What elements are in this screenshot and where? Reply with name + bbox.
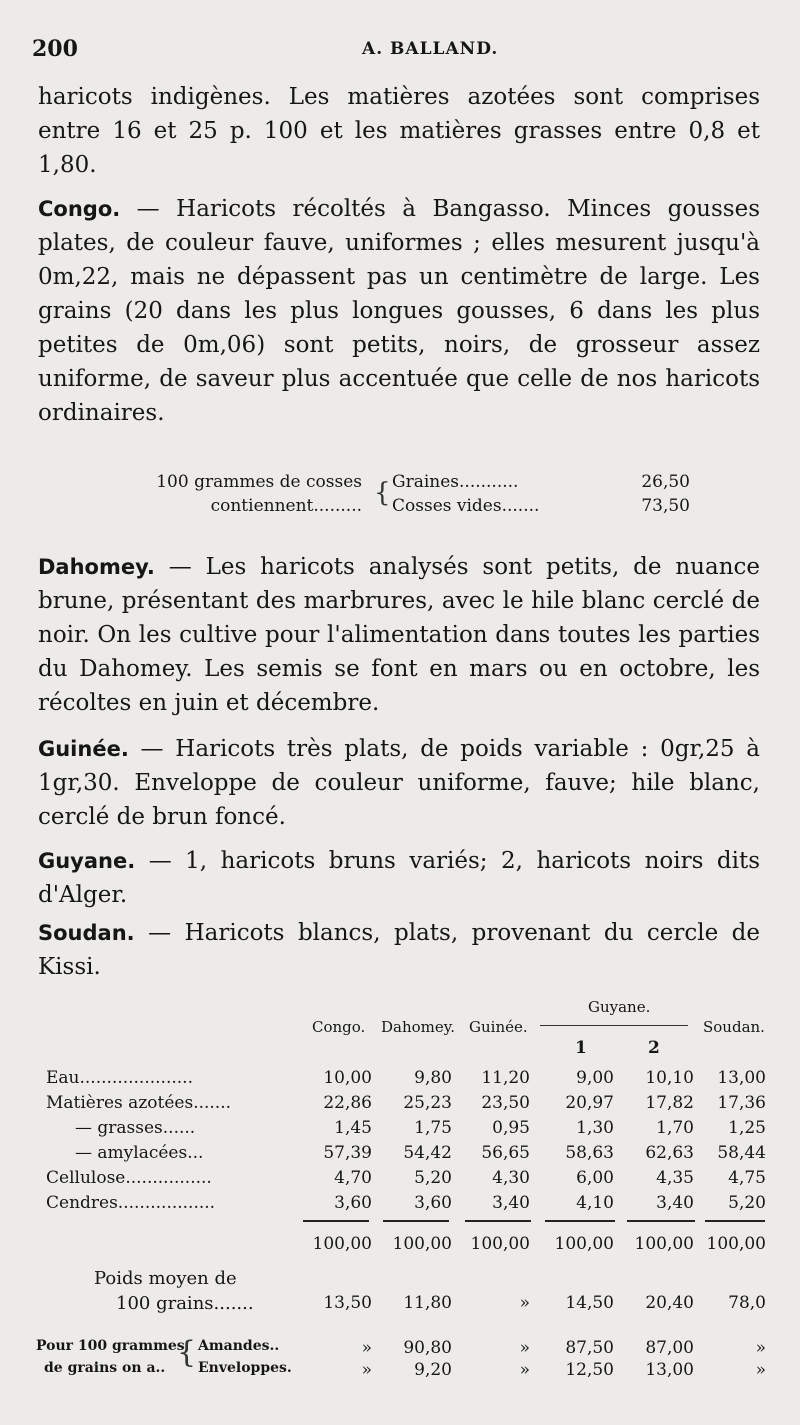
table-cell: 1,45	[334, 1118, 372, 1138]
poids-cell: 14,50	[565, 1293, 614, 1313]
table-cell: 4,10	[576, 1193, 614, 1213]
column-header-soudan: Soudan.	[703, 1018, 765, 1036]
enveloppes-cell: »	[361, 1360, 372, 1380]
total-cell: 100,00	[554, 1234, 614, 1254]
section-heading-congo: Congo.	[38, 197, 121, 221]
cosses-vides-label: Cosses vides.......	[392, 496, 540, 516]
poids-label-line-2: 100 grains.......	[116, 1293, 254, 1314]
table-row-label: Matières azotées.......	[46, 1093, 232, 1113]
poids-label-text: Poids moyen de	[94, 1268, 237, 1289]
table-cell: 23,50	[481, 1093, 530, 1113]
table-cell: 4,75	[728, 1168, 766, 1188]
paragraph-soudan-text: — Haricots blancs, plats, provenant du cercle de Kissi.	[38, 920, 760, 980]
total-rule	[627, 1220, 695, 1222]
amandes-label: Amandes..	[198, 1338, 280, 1354]
total-rule	[545, 1220, 615, 1222]
table-cell: 13,00	[717, 1068, 766, 1088]
paragraph-congo-text: — Haricots récoltés à Bangasso. Minces gousses plates, de couleur fauve, uniformes ; elles mesurent jusqu'à 0m,22, mais ne dépassent pas un centimètre de large. Les grains (20 dans les plus longues gousses, 6 dans les plus petites de 0m,06) sont petits, noirs, de grosseur assez uniforme, de saveur plus accentuée que celle de nos haricots ordinaires.	[38, 196, 760, 426]
table-cell: 20,97	[565, 1093, 614, 1113]
guyane-bracket-line	[540, 1025, 688, 1032]
table-cell: 9,80	[414, 1068, 452, 1088]
column-header-guyane-1: 1	[575, 1038, 587, 1058]
running-author: A. BALLAND.	[362, 39, 499, 59]
amandes-cell: 90,80	[403, 1338, 452, 1358]
amandes-cell: »	[755, 1338, 766, 1358]
paragraph-guyane-text: — 1, haricots bruns variés; 2, haricots noirs dits d'Alger.	[38, 848, 760, 908]
paragraph-intro-text: haricots indigènes. Les matières azotées sont comprises entre 16 et 25 p. 100 et les matières grasses entre 0,8 et 1,80.	[38, 84, 760, 178]
column-header-dahomey: Dahomey.	[381, 1018, 456, 1036]
table-cell: 3,40	[492, 1193, 530, 1213]
table-cell: 57,39	[323, 1143, 372, 1163]
table-cell: 22,86	[323, 1093, 372, 1113]
table-row-label: Eau.....................	[46, 1068, 193, 1088]
cosses-left-line-1: 100 grammes de cosses	[156, 472, 362, 492]
table-cell: 4,30	[492, 1168, 530, 1188]
column-header-guyane: Guyane.	[588, 998, 651, 1016]
pour-label-line-1: Pour 100 grammes	[36, 1338, 185, 1354]
enveloppes-cell: 13,00	[645, 1360, 694, 1380]
cosses-vides-value: 73,50	[641, 496, 690, 516]
cosses-left-line-2: contiennent.........	[210, 496, 362, 516]
total-cell: 100,00	[634, 1234, 694, 1254]
table-cell: 1,30	[576, 1118, 614, 1138]
enveloppes-cell: »	[519, 1360, 530, 1380]
table-cell: 5,20	[728, 1193, 766, 1213]
table-cell: 17,82	[645, 1093, 694, 1113]
table-cell: 62,63	[645, 1143, 694, 1163]
enveloppes-cell: 9,20	[414, 1360, 452, 1380]
section-heading-soudan: Soudan.	[38, 921, 135, 945]
amandes-cell: »	[361, 1338, 372, 1358]
amandes-cell: 87,50	[565, 1338, 614, 1358]
column-header-congo: Congo.	[312, 1018, 366, 1036]
enveloppes-label: Enveloppes.	[198, 1360, 292, 1376]
enveloppes-cell: »	[755, 1360, 766, 1380]
poids-cell: 20,40	[645, 1293, 694, 1313]
table-cell: 1,75	[414, 1118, 452, 1138]
total-cell: 100,00	[392, 1234, 452, 1254]
section-heading-guinee: Guinée.	[38, 737, 129, 761]
poids-cell: »	[519, 1293, 530, 1313]
total-cell: 100,00	[470, 1234, 530, 1254]
table-cell: 4,35	[656, 1168, 694, 1188]
total-cell: 100,00	[706, 1234, 766, 1254]
table-cell: 10,10	[645, 1068, 694, 1088]
amandes-cell: »	[519, 1338, 530, 1358]
column-header-guyane-2: 2	[648, 1038, 660, 1058]
table-cell: 56,65	[481, 1143, 530, 1163]
table-cell: 3,60	[414, 1193, 452, 1213]
table-cell: 10,00	[323, 1068, 372, 1088]
cosses-graines-value: 26,50	[641, 472, 690, 492]
total-cell: 100,00	[312, 1234, 372, 1254]
table-cell: 6,00	[576, 1168, 614, 1188]
page-number: 200	[32, 36, 78, 62]
table-row-label: Cellulose................	[46, 1168, 212, 1188]
poids-cell: 78,0	[728, 1293, 766, 1313]
total-rule	[303, 1220, 369, 1222]
brace-icon: {	[177, 1335, 197, 1370]
section-heading-dahomey: Dahomey.	[38, 555, 155, 579]
pour-label-line-2: de grains on a..	[44, 1360, 166, 1376]
paragraph-dahomey-text: — Les haricots analysés sont petits, de nuance brune, présentant des marbrures, avec le hile blanc cerclé de noir. On les cultive pour l'alimentation dans toutes les parties du Dahomey. Les semis se font en mars ou en octobre, les récoltes en juin et décembre.	[38, 554, 760, 716]
table-cell: 54,42	[403, 1143, 452, 1163]
section-heading-guyane: Guyane.	[38, 849, 136, 873]
table-cell: 1,70	[656, 1118, 694, 1138]
amandes-cell: 87,00	[645, 1338, 694, 1358]
table-row-label: — amylacées...	[75, 1143, 204, 1163]
table-cell: 58,63	[565, 1143, 614, 1163]
table-row-label: — grasses......	[75, 1118, 196, 1138]
enveloppes-cell: 12,50	[565, 1360, 614, 1380]
table-cell: 3,60	[334, 1193, 372, 1213]
poids-cell: 11,80	[403, 1293, 452, 1313]
total-rule	[465, 1220, 531, 1222]
table-cell: 3,40	[656, 1193, 694, 1213]
table-cell: 4,70	[334, 1168, 372, 1188]
table-cell: 0,95	[492, 1118, 530, 1138]
poids-cell: 13,50	[323, 1293, 372, 1313]
cosses-graines-label: Graines...........	[392, 472, 519, 492]
paragraph-guinee-text: — Haricots très plats, de poids variable : 0gr,25 à 1gr,30. Enveloppe de couleur uniforme, fauve; hile blanc, cerclé de brun foncé.	[38, 736, 760, 830]
table-cell: 17,36	[717, 1093, 766, 1113]
brace-icon: {	[374, 478, 391, 508]
table-cell: 1,25	[728, 1118, 766, 1138]
table-cell: 9,00	[576, 1068, 614, 1088]
table-cell: 58,44	[717, 1143, 766, 1163]
table-row-label: Cendres..................	[46, 1193, 216, 1213]
table-cell: 5,20	[414, 1168, 452, 1188]
table-cell: 25,23	[403, 1093, 452, 1113]
table-cell: 11,20	[481, 1068, 530, 1088]
column-header-guinee: Guinée.	[469, 1018, 528, 1036]
total-rule	[383, 1220, 449, 1222]
total-rule	[705, 1220, 765, 1222]
